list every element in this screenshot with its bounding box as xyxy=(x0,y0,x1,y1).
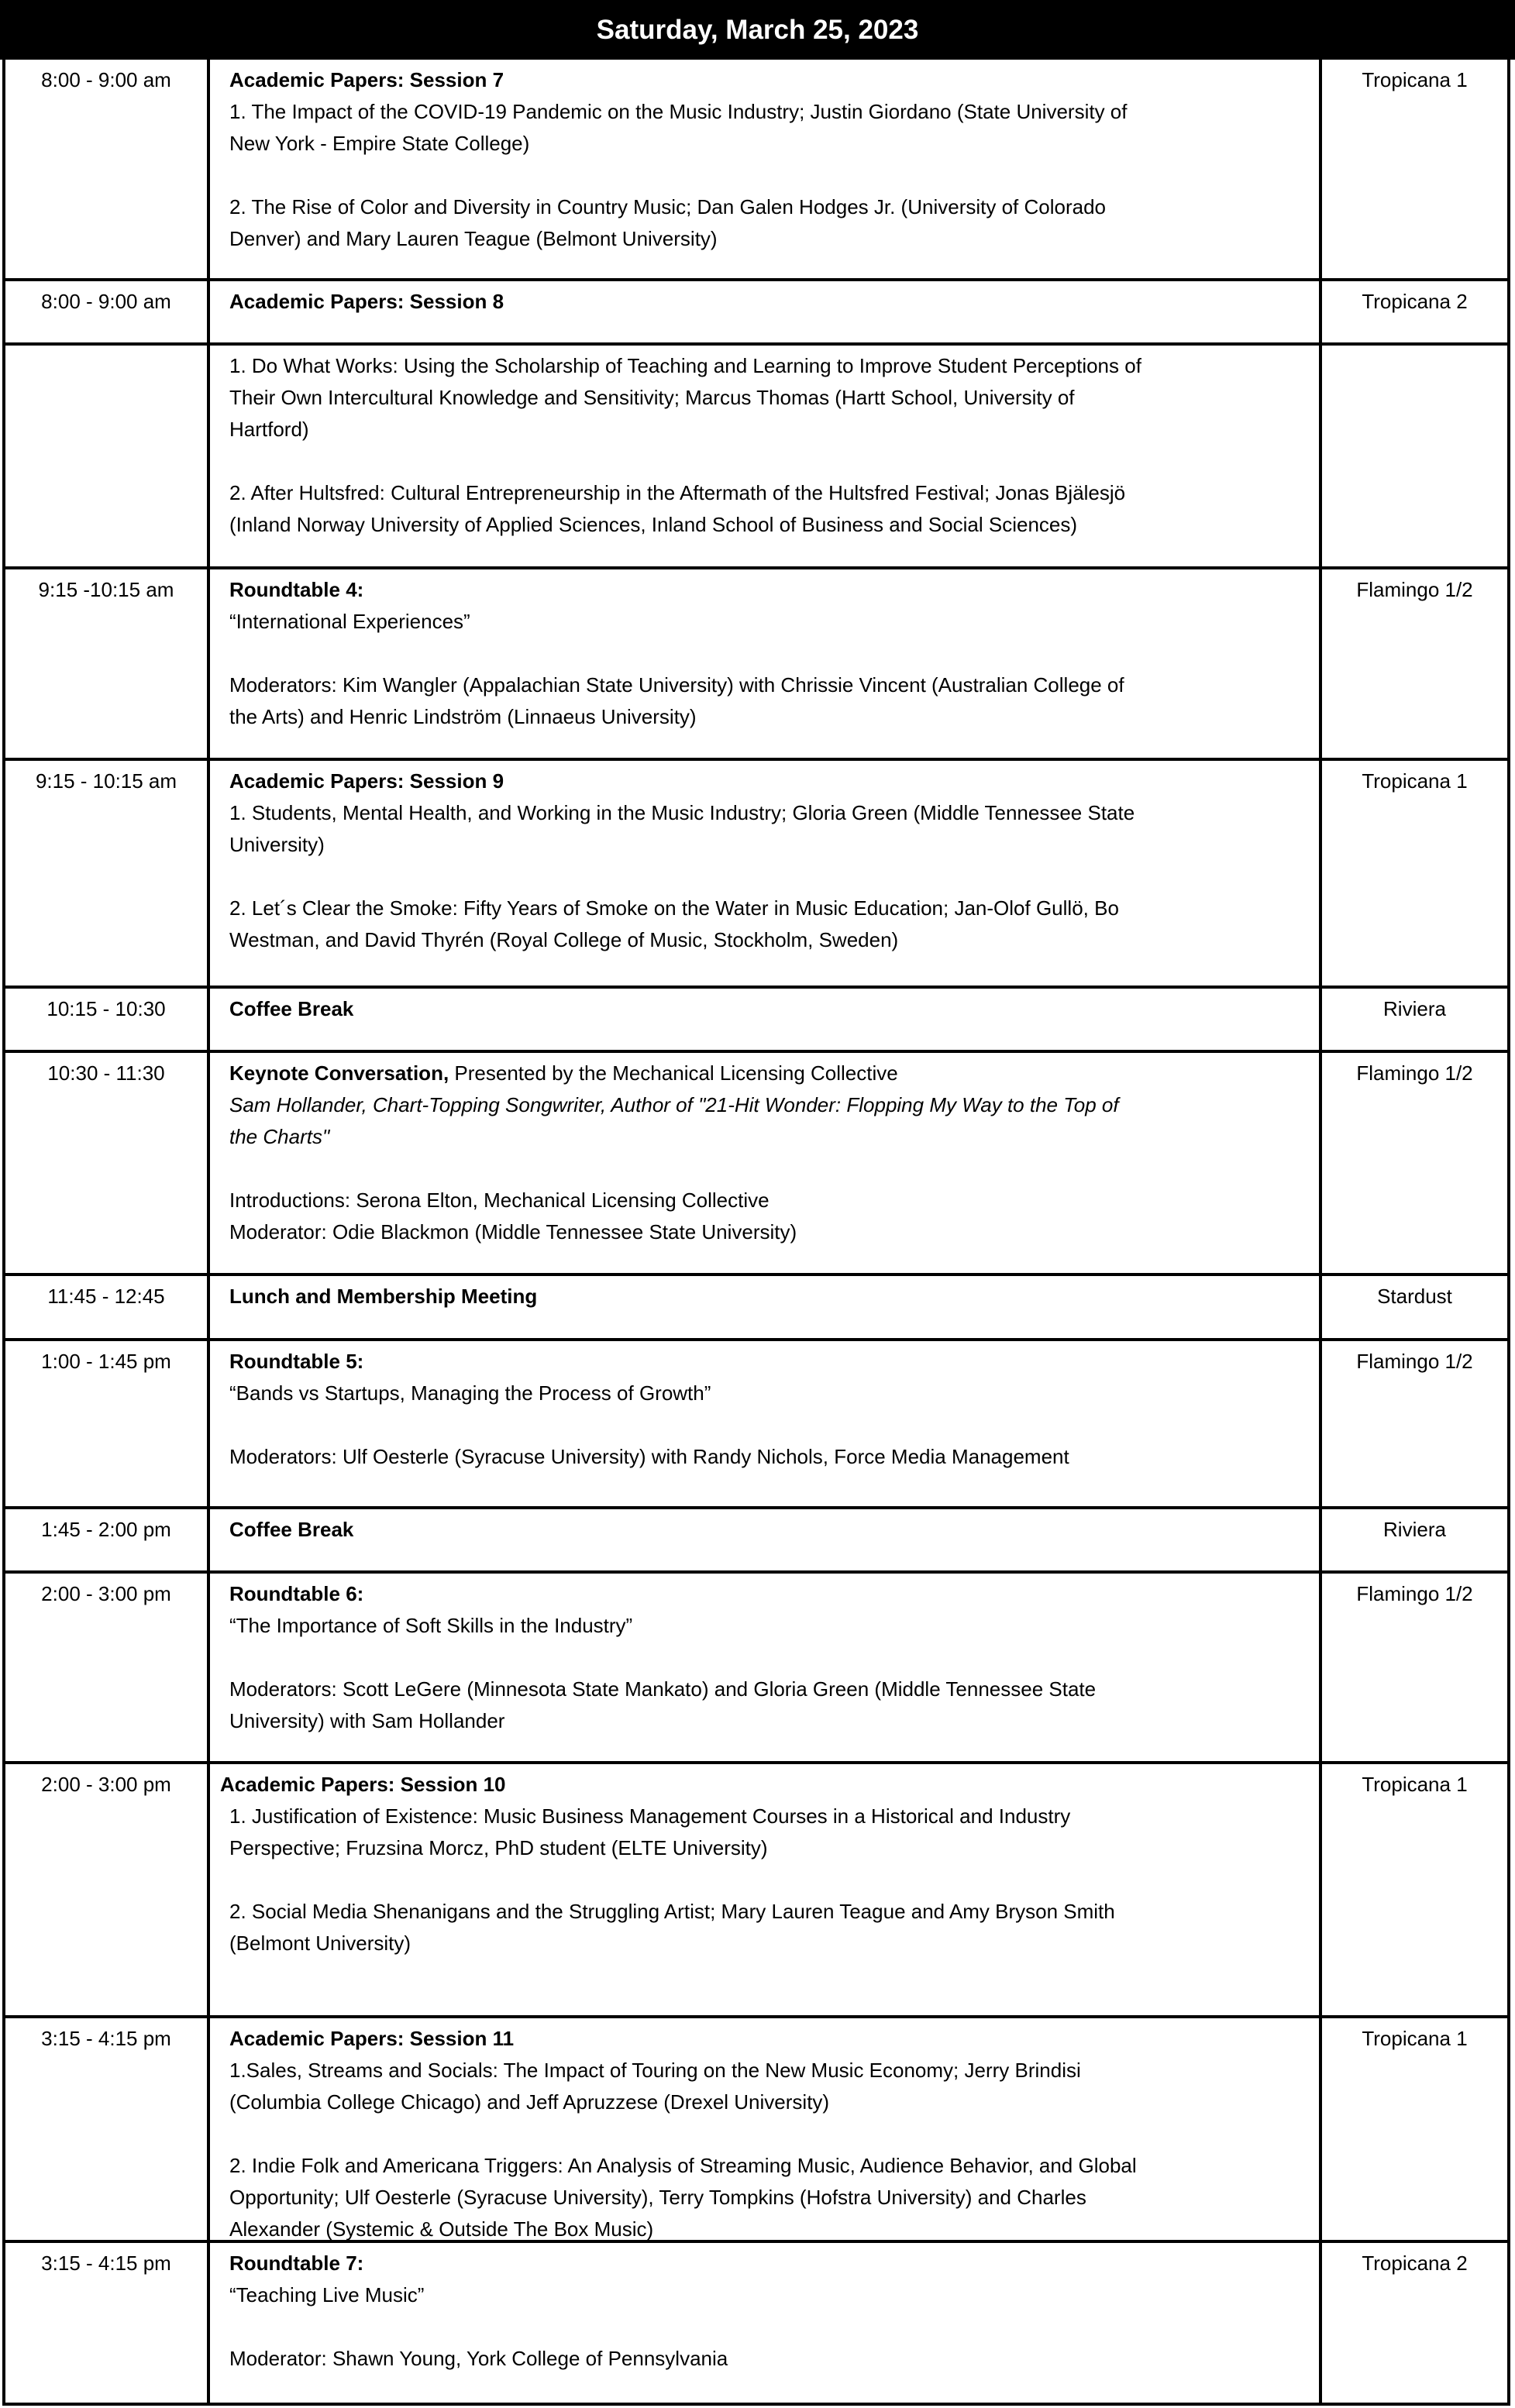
time-cell xyxy=(5,2243,210,2403)
session-detail-line: 1. Do What Works: Using the Scholarship of Teaching and Learning to Improve Student Perceptions of xyxy=(229,354,1141,377)
session-cell xyxy=(210,1764,1322,2015)
session-detail-line: “International Experiences” xyxy=(229,610,470,633)
session-detail-line: University) xyxy=(229,833,325,856)
session-title-line xyxy=(229,1346,1319,1378)
time-cell xyxy=(5,60,210,278)
time-text: 8:00 - 9:00 am xyxy=(41,290,171,313)
session-detail-line: Moderators: Ulf Oesterle (Syracuse University) with Randy Nichols, Force Media Management xyxy=(229,1445,1069,1468)
room-text: Flamingo 1/2 xyxy=(1356,1061,1473,1085)
session-detail-line: Hartford) xyxy=(229,418,309,441)
time-text: 1:00 - 1:45 pm xyxy=(41,1350,171,1373)
room-cell xyxy=(1322,1574,1507,1761)
session-cell xyxy=(210,1341,1322,1506)
schedule-row xyxy=(2,989,1510,1053)
session-cell xyxy=(210,989,1322,1050)
session-title-line xyxy=(229,1578,1319,1610)
session-title-line xyxy=(229,1058,1319,1089)
blank-line xyxy=(229,1153,1319,1185)
session-subtitle-line: the Charts" xyxy=(229,1125,330,1148)
session-detail-line: Denver) and Mary Lauren Teague (Belmont University) xyxy=(229,227,718,250)
schedule-row xyxy=(2,281,1510,346)
room-cell xyxy=(1322,60,1507,278)
session-detail-line: “The Importance of Soft Skills in the Industry” xyxy=(229,1614,633,1637)
session-detail-line: New York - Empire State College) xyxy=(229,132,530,155)
blank-line xyxy=(229,445,1319,477)
room-cell xyxy=(1322,1341,1507,1506)
time-text: 9:15 -10:15 am xyxy=(38,578,174,601)
room-text: Flamingo 1/2 xyxy=(1356,578,1473,601)
session-detail-line: University) with Sam Hollander xyxy=(229,1709,505,1732)
room-cell xyxy=(1322,1764,1507,2015)
session-title-line xyxy=(229,1514,1319,1546)
schedule-row xyxy=(2,2243,1510,2406)
session-title-line xyxy=(229,64,1319,96)
session-detail-line: Westman, and David Thyrén (Royal College of Music, Stockholm, Sweden) xyxy=(229,928,899,951)
time-cell xyxy=(5,346,210,566)
time-text: 3:15 - 4:15 pm xyxy=(41,2027,171,2050)
session-subtitle-line: Sam Hollander, Chart-Topping Songwriter, Author of "21-Hit Wonder: Flopping My Way to the Top of xyxy=(229,1093,1119,1116)
session-detail-line: Their Own Intercultural Knowledge and Sensitivity; Marcus Thomas (Hartt School, University of xyxy=(229,386,1075,409)
session-detail-line: Perspective; Fruzsina Morcz, PhD student (ELTE University) xyxy=(229,1836,768,1859)
schedule-row xyxy=(2,1509,1510,1574)
session-detail-line: Alexander (Systemic & Outside The Box Music) xyxy=(229,2217,654,2241)
schedule-row xyxy=(2,1574,1510,1764)
session-cell xyxy=(210,1574,1322,1761)
room-text: Tropicana 2 xyxy=(1362,2251,1468,2275)
session-title: Roundtable 4: xyxy=(229,578,364,601)
session-cell xyxy=(210,346,1322,566)
time-cell xyxy=(5,569,210,758)
session-title: Academic Papers: Session 9 xyxy=(229,769,504,793)
session-cell xyxy=(210,2018,1322,2240)
room-cell xyxy=(1322,2018,1507,2240)
room-cell xyxy=(1322,569,1507,758)
session-title: Academic Papers: Session 10 xyxy=(220,1773,506,1796)
blank-line xyxy=(229,2311,1319,2343)
session-cell xyxy=(210,281,1322,342)
session-cell xyxy=(210,569,1322,758)
schedule-row xyxy=(2,60,1510,281)
room-text: Tropicana 1 xyxy=(1362,1773,1468,1796)
schedule-row xyxy=(2,1276,1510,1341)
schedule-day-header xyxy=(0,0,1515,60)
session-detail-line: 1.Sales, Streams and Socials: The Impact of Touring on the New Music Economy; Jerry Brindisi xyxy=(229,2059,1081,2082)
session-detail-line: 2. Indie Folk and Americana Triggers: An Analysis of Streaming Music, Audience Behavior, and Global xyxy=(229,2154,1137,2177)
day-title: Saturday, March 25, 2023 xyxy=(596,14,919,45)
session-title-suffix: Presented by the Mechanical Licensing Collective xyxy=(449,1061,898,1085)
session-title: Academic Papers: Session 11 xyxy=(229,2027,515,2050)
time-cell xyxy=(5,1574,210,1761)
schedule-row xyxy=(2,2018,1510,2243)
session-title: Roundtable 7: xyxy=(229,2251,364,2275)
session-detail-line: (Columbia College Chicago) and Jeff Apruzzese (Drexel University) xyxy=(229,2090,830,2114)
time-text: 3:15 - 4:15 pm xyxy=(41,2251,171,2275)
session-title: Keynote Conversation, xyxy=(229,1061,449,1085)
blank-line xyxy=(229,861,1319,893)
session-detail-line: 2. The Rise of Color and Diversity in Country Music; Dan Galen Hodges Jr. (University of Colorado xyxy=(229,195,1106,218)
time-cell xyxy=(5,1764,210,2015)
time-cell xyxy=(5,1053,210,1273)
session-title: Lunch and Membership Meeting xyxy=(229,1285,538,1308)
schedule-row xyxy=(2,569,1510,761)
time-cell xyxy=(5,761,210,986)
schedule-row xyxy=(2,1764,1510,2018)
session-cell xyxy=(210,2243,1322,2403)
time-text: 2:00 - 3:00 pm xyxy=(41,1773,171,1796)
time-text: 1:45 - 2:00 pm xyxy=(41,1518,171,1541)
time-text: 8:00 - 9:00 am xyxy=(41,68,171,91)
session-title-line xyxy=(229,286,1319,318)
time-cell xyxy=(5,1509,210,1570)
room-cell xyxy=(1322,761,1507,986)
schedule-row xyxy=(2,1341,1510,1509)
session-title-line xyxy=(220,1769,1319,1801)
room-text: Tropicana 1 xyxy=(1362,2027,1468,2050)
session-detail-line: 2. After Hultsfred: Cultural Entrepreneurship in the Aftermath of the Hultsfred Festival; Jonas Bjälesjö xyxy=(229,481,1126,504)
room-text: Flamingo 1/2 xyxy=(1356,1350,1473,1373)
session-detail-line: Opportunity; Ulf Oesterle (Syracuse University), Terry Tompkins (Hofstra University) and Charles xyxy=(229,2186,1086,2209)
session-detail-line: “Teaching Live Music” xyxy=(229,2283,425,2307)
session-detail-line: 2. Let´s Clear the Smoke: Fifty Years of Smoke on the Water in Music Education; Jan-Olof Gullö, Bo xyxy=(229,896,1119,920)
blank-line xyxy=(229,638,1319,669)
time-cell xyxy=(5,2018,210,2240)
room-cell xyxy=(1322,346,1507,566)
room-cell xyxy=(1322,281,1507,342)
blank-line xyxy=(229,1642,1319,1674)
schedule-row xyxy=(2,1053,1510,1276)
time-text: 11:45 - 12:45 xyxy=(47,1285,165,1308)
blank-line xyxy=(229,160,1319,191)
session-title-line xyxy=(229,1281,1319,1312)
room-text: Flamingo 1/2 xyxy=(1356,1582,1473,1605)
session-title: Roundtable 5: xyxy=(229,1350,364,1373)
time-cell xyxy=(5,989,210,1050)
session-title: Coffee Break xyxy=(229,997,354,1020)
blank-line xyxy=(229,1864,1319,1896)
time-cell xyxy=(5,1276,210,1338)
session-detail-line: Moderator: Shawn Young, York College of Pennsylvania xyxy=(229,2347,728,2370)
blank-line xyxy=(229,1409,1319,1441)
time-text: 9:15 - 10:15 am xyxy=(35,769,177,793)
session-detail-line: Introductions: Serona Elton, Mechanical Licensing Collective xyxy=(229,1189,770,1212)
session-detail-line: (Belmont University) xyxy=(229,1932,411,1955)
session-detail-line: 2. Social Media Shenanigans and the Struggling Artist; Mary Lauren Teague and Amy Bryson Smith xyxy=(229,1900,1115,1923)
room-cell xyxy=(1322,989,1507,1050)
time-text: 10:15 - 10:30 xyxy=(46,997,166,1020)
session-title-line xyxy=(229,993,1319,1025)
room-cell xyxy=(1322,1053,1507,1273)
session-title-line xyxy=(229,765,1319,797)
session-detail-line: the Arts) and Henric Lindström (Linnaeus University) xyxy=(229,705,697,728)
session-cell xyxy=(210,1053,1322,1273)
time-cell xyxy=(5,281,210,342)
session-title-line xyxy=(229,2023,1319,2055)
session-detail-line: 1. Students, Mental Health, and Working in the Music Industry; Gloria Green (Middle Tennessee State xyxy=(229,801,1135,824)
session-cell xyxy=(210,761,1322,986)
session-detail-line: (Inland Norway University of Applied Sciences, Inland School of Business and Social Sciences) xyxy=(229,513,1078,536)
time-cell xyxy=(5,1341,210,1506)
session-title-line xyxy=(229,2248,1319,2279)
session-detail-line: 1. The Impact of the COVID-19 Pandemic on the Music Industry; Justin Giordano (State University of xyxy=(229,100,1128,123)
session-detail-line: “Bands vs Startups, Managing the Process of Growth” xyxy=(229,1381,711,1405)
time-text: 10:30 - 11:30 xyxy=(47,1061,165,1085)
session-title: Academic Papers: Session 8 xyxy=(229,290,504,313)
session-title: Academic Papers: Session 7 xyxy=(229,68,504,91)
schedule-row xyxy=(2,761,1510,989)
blank-line xyxy=(229,2118,1319,2150)
room-cell xyxy=(1322,1509,1507,1570)
session-title: Coffee Break xyxy=(229,1518,354,1541)
session-detail-line: Moderators: Scott LeGere (Minnesota State Mankato) and Gloria Green (Middle Tennessee State xyxy=(229,1677,1097,1701)
session-detail-line: 1. Justification of Existence: Music Business Management Courses in a Historical and Industry xyxy=(229,1804,1071,1828)
session-title: Roundtable 6: xyxy=(229,1582,364,1605)
room-text: Tropicana 1 xyxy=(1362,769,1468,793)
room-text: Tropicana 1 xyxy=(1362,68,1468,91)
session-detail-line: Moderators: Kim Wangler (Appalachian State University) with Chrissie Vincent (Australian College of xyxy=(229,673,1124,697)
session-detail-line: Moderator: Odie Blackmon (Middle Tennessee State University) xyxy=(229,1220,797,1244)
schedule-row xyxy=(2,346,1510,569)
session-cell xyxy=(210,1509,1322,1570)
session-title-line xyxy=(229,574,1319,606)
room-cell xyxy=(1322,2243,1507,2403)
time-text: 2:00 - 3:00 pm xyxy=(41,1582,171,1605)
room-text: Riviera xyxy=(1383,997,1446,1020)
session-cell xyxy=(210,1276,1322,1338)
room-text: Tropicana 2 xyxy=(1362,290,1468,313)
room-text: Stardust xyxy=(1377,1285,1452,1308)
room-text: Riviera xyxy=(1383,1518,1446,1541)
room-cell xyxy=(1322,1276,1507,1338)
session-cell xyxy=(210,60,1322,278)
